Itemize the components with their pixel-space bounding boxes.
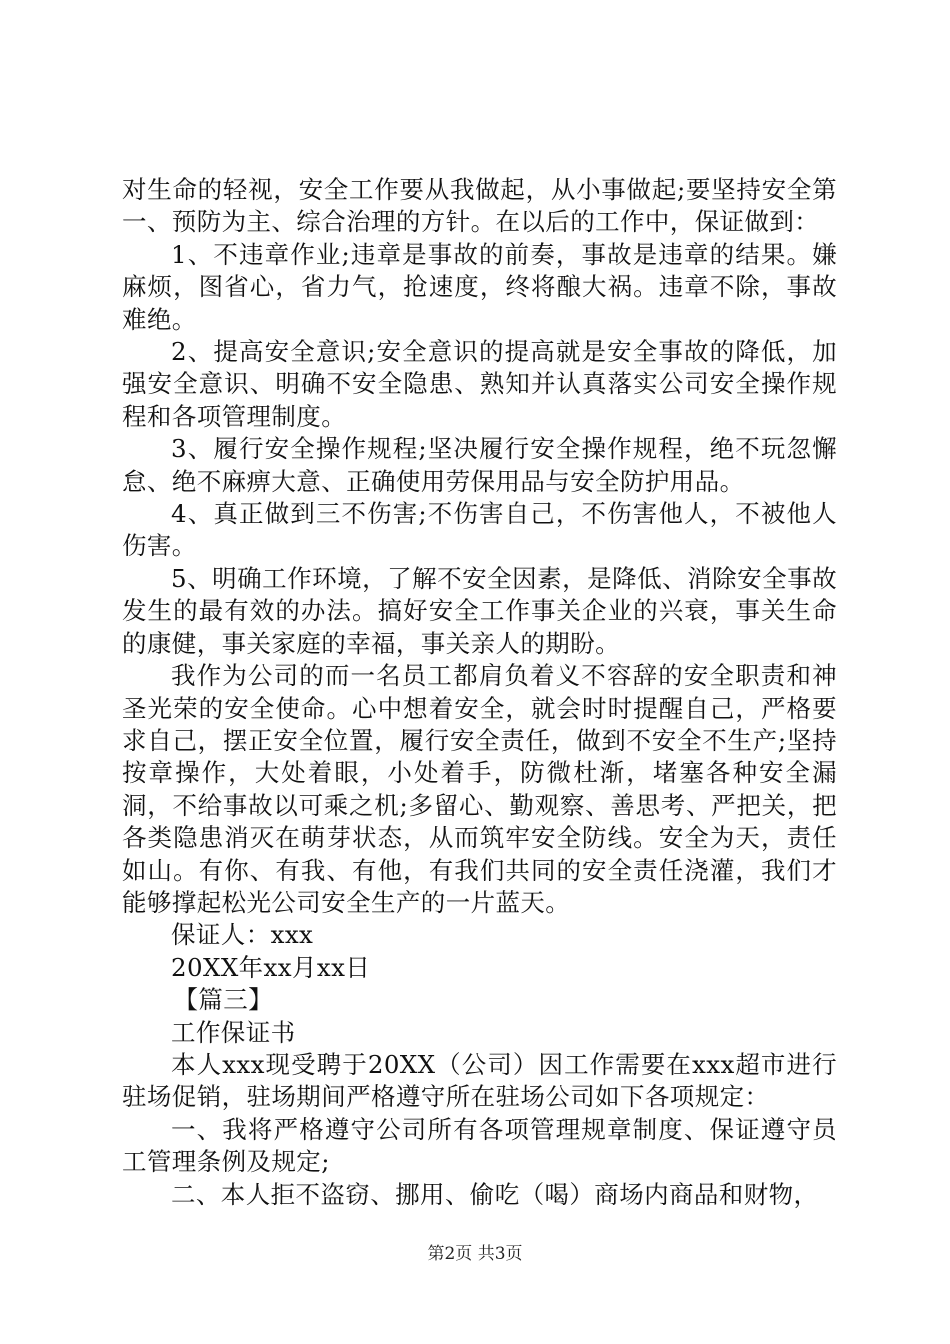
paragraph-1: 1、不违章作业;违章是事故的前奏，事故是违章的结果。嫌麻烦，图省心，省力气，抢速度，终将酿大祸。违章不除，事故难绝。 <box>122 239 837 334</box>
signature-line: 保证人：xxx <box>171 920 314 950</box>
paragraph-11: 本人xxx现受聘于20XX（公司）因工作需要在xxx超市进行驻场促销，驻场期间严格遵守所在驻场公司如下各项规定： <box>122 1049 837 1112</box>
paragraph-5: 5、明确工作环境，了解不安全因素，是降低、消除安全事故发生的最有效的办法。搞好安全工作事关企业的兴衰，事关生命的康健，事关家庭的幸福，事关亲人的期盼。 <box>122 563 837 658</box>
document-body <box>122 174 837 1211</box>
paragraph-0: 对生命的轻视，安全工作要从我做起，从小事做起;要坚持安全第一、预防为主、综合治理的方针。在以后的工作中，保证做到： <box>122 175 837 237</box>
paragraph-6: 我作为公司的而一名员工都肩负着义不容辞的安全职责和神圣光荣的安全使命。心中想着安全，就会时时提醒自己，严格要求自己，摆正安全位置，履行安全责任，做到不安全不生产;坚持按章操作，大处着眼，小处着手，防微杜渐，堵塞各种安全漏洞，不给事故以可乘之机;多留心、勤观察、善思考、严把关，把各类隐患消灭在萌芽状态，从而筑牢安全防线。安全为天，责任如山。有你、有我、有他，有我们共同的安全责任浇灌，我们才能够撑起松光公司安全生产的一片蓝天。 <box>122 661 837 917</box>
section-heading: 【篇三】 <box>173 985 274 1015</box>
document-title: 工作保证书 <box>171 1017 296 1047</box>
paragraph-2: 2、提高安全意识;安全意识的提高就是安全事故的降低，加强安全意识、明确不安全隐患、熟知并认真落实公司安全操作规程和各项管理制度。 <box>122 337 837 431</box>
paragraph-4: 4、真正做到三不伤害;不伤害自己，不伤害他人，不被他人伤害。 <box>122 499 837 561</box>
paragraph-13: 二、本人拒不盗窃、挪用、偷吃（喝）商场内商品和财物， <box>171 1179 819 1209</box>
paragraph-12: 一、我将严格遵守公司所有各项管理规章制度、保证遵守员工管理条例及规定; <box>122 1114 837 1177</box>
page-number-footer: 第2页 共3页 <box>427 1244 523 1264</box>
paragraph-3: 3、履行安全操作规程;坚决履行安全操作规程，绝不玩忽懈怠、绝不麻痹大意、正确使用劳保用品与安全防护用品。 <box>122 434 837 496</box>
date-line: 20XX年xx月xx日 <box>171 952 371 982</box>
